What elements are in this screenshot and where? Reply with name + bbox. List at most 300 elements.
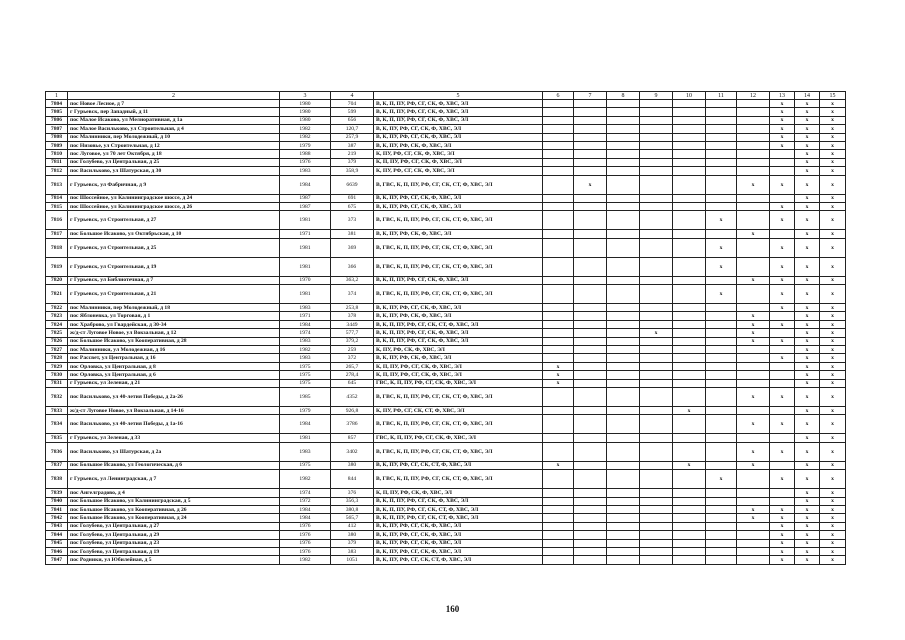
area-cell: 120,7 (331, 125, 374, 133)
mark-cell-col-12: x (737, 461, 770, 469)
column-header: 3 (280, 92, 331, 100)
mark-cell-col-14: x (795, 329, 820, 337)
mark-cell-col-15: x (820, 434, 846, 442)
column-header: 5 (374, 92, 543, 100)
mark-cell-col-15: x (820, 125, 846, 133)
mark-cell-col-10 (673, 505, 706, 513)
mark-cell-col-12 (737, 304, 770, 312)
mark-cell-col-11 (706, 522, 737, 530)
mark-cell-col-6 (543, 100, 574, 108)
table-row (46, 362, 846, 370)
table-row (46, 194, 846, 202)
mark-cell-col-13 (770, 167, 795, 175)
year-cell: 1975 (280, 362, 331, 370)
mark-cell-col-12 (737, 238, 770, 257)
mark-cell-col-10 (673, 434, 706, 442)
mark-cell-col-11 (706, 304, 737, 312)
mark-cell-col-6 (543, 522, 574, 530)
mark-cell-col-8 (607, 304, 640, 312)
mark-cell-col-7 (574, 158, 607, 166)
mark-cell-col-10 (673, 202, 706, 210)
mark-cell-col-11: x (706, 470, 737, 489)
mark-cell-col-14: x (795, 276, 820, 284)
row-number-cell: 7830 (46, 371, 68, 379)
mark-cell-col-15: x (820, 211, 846, 230)
mark-cell-col-10 (673, 211, 706, 230)
systems-cell: В, К, ПУ, РФ, СГ, СК, Ф, ХВС, ЭЛ (374, 133, 543, 141)
mark-cell-col-9 (640, 202, 673, 210)
systems-cell: В, К, П, ПУ, РФ, СГ, СК, Ф, ХВС, ЭЛ (374, 276, 543, 284)
mark-cell-col-12 (737, 362, 770, 370)
address-cell: пос Ангелградово, д 4 (68, 489, 280, 497)
mark-cell-col-12 (737, 257, 770, 276)
mark-cell-col-7 (574, 230, 607, 238)
mark-cell-col-8 (607, 150, 640, 158)
mark-cell-col-14: x (795, 167, 820, 175)
mark-cell-col-6 (543, 175, 574, 194)
column-header: 6 (543, 92, 574, 100)
mark-cell-col-10 (673, 522, 706, 530)
row-number-cell: 7837 (46, 461, 68, 469)
mark-cell-col-13 (770, 489, 795, 497)
mark-cell-col-12: x (737, 442, 770, 461)
table-row (46, 238, 846, 257)
mark-cell-col-15: x (820, 285, 846, 304)
row-number-cell: 7832 (46, 387, 68, 406)
mark-cell-col-11 (706, 442, 737, 461)
mark-cell-col-13: x (770, 387, 795, 406)
mark-cell-col-9 (640, 522, 673, 530)
mark-cell-col-12 (737, 489, 770, 497)
address-cell: г Гурьевск, пер Западный, д 11 (68, 108, 280, 116)
row-number-cell: 7843 (46, 522, 68, 530)
mark-cell-col-14: x (795, 257, 820, 276)
mark-cell-col-10 (673, 442, 706, 461)
mark-cell-col-14: x (795, 346, 820, 354)
row-number-cell: 7815 (46, 202, 68, 210)
mark-cell-col-9 (640, 150, 673, 158)
mark-cell-col-7 (574, 354, 607, 362)
mark-cell-col-6 (543, 489, 574, 497)
systems-cell: К, ПУ, РФ, СК, Ф, ХВС, ЭЛ (374, 346, 543, 354)
area-cell: 383 (331, 547, 374, 555)
mark-cell-col-14: x (795, 175, 820, 194)
mark-cell-col-13 (770, 312, 795, 320)
mark-cell-col-13 (770, 379, 795, 387)
mark-cell-col-6 (543, 387, 574, 406)
mark-cell-col-8 (607, 133, 640, 141)
mark-cell-col-15: x (820, 150, 846, 158)
row-number-cell: 7839 (46, 489, 68, 497)
mark-cell-col-13 (770, 230, 795, 238)
mark-cell-col-8 (607, 175, 640, 194)
column-header: 12 (737, 92, 770, 100)
mark-cell-col-9 (640, 116, 673, 124)
mark-cell-col-12 (737, 547, 770, 555)
mark-cell-col-11: x (706, 285, 737, 304)
address-cell: пос Храброво, ул Гвардейская, д 30-34 (68, 320, 280, 328)
mark-cell-col-14: x (795, 497, 820, 505)
row-number-cell: 7806 (46, 116, 68, 124)
mark-cell-col-12 (737, 434, 770, 442)
year-cell: 1981 (280, 285, 331, 304)
mark-cell-col-7 (574, 531, 607, 539)
mark-cell-col-13: x (770, 337, 795, 345)
mark-cell-col-8 (607, 556, 640, 564)
mark-cell-col-7 (574, 238, 607, 257)
mark-cell-col-8 (607, 125, 640, 133)
address-cell: пос Малое Васильково, ул Строительная, д 4 (68, 125, 280, 133)
mark-cell-col-15: x (820, 116, 846, 124)
year-cell: 1983 (280, 354, 331, 362)
mark-cell-col-13 (770, 194, 795, 202)
mark-cell-col-9 (640, 547, 673, 555)
area-cell: 257,9 (331, 133, 374, 141)
area-cell: 376 (331, 489, 374, 497)
mark-cell-col-12 (737, 470, 770, 489)
row-number-cell: 7829 (46, 362, 68, 370)
mark-cell-col-10 (673, 470, 706, 489)
mark-cell-col-12 (737, 100, 770, 108)
row-number-cell: 7833 (46, 406, 68, 414)
mark-cell-col-6 (543, 556, 574, 564)
mark-cell-col-12 (737, 125, 770, 133)
mark-cell-col-9 (640, 125, 673, 133)
mark-cell-col-15: x (820, 556, 846, 564)
mark-cell-col-6 (543, 230, 574, 238)
systems-cell: В, К, ПУ, РФ, СГ, СК, Ф, ХВС, ЭЛ (374, 194, 543, 202)
mark-cell-col-12 (737, 531, 770, 539)
systems-cell: В, ГВС, К, П, ПУ, РФ, СГ, СК, СТ, Ф, ХВС, ЭЛ (374, 387, 543, 406)
mark-cell-col-11 (706, 150, 737, 158)
mark-cell-col-11 (706, 194, 737, 202)
mark-cell-col-7 (574, 442, 607, 461)
mark-cell-col-13: x (770, 141, 795, 149)
table-row (46, 202, 846, 210)
mark-cell-col-14: x (795, 489, 820, 497)
mark-cell-col-10 (673, 276, 706, 284)
mark-cell-col-15: x (820, 133, 846, 141)
table-row (46, 522, 846, 530)
mark-cell-col-6 (543, 276, 574, 284)
mark-cell-col-8 (607, 194, 640, 202)
mark-cell-col-11 (706, 514, 737, 522)
mark-cell-col-8 (607, 312, 640, 320)
year-cell: 1974 (280, 489, 331, 497)
mark-cell-col-14: x (795, 387, 820, 406)
mark-cell-col-12 (737, 406, 770, 414)
mark-cell-col-6 (543, 312, 574, 320)
mark-cell-col-9 (640, 167, 673, 175)
mark-cell-col-9 (640, 362, 673, 370)
year-cell: 1983 (280, 304, 331, 312)
mark-cell-col-15: x (820, 415, 846, 434)
mark-cell-col-7 (574, 461, 607, 469)
mark-cell-col-6 (543, 150, 574, 158)
registry-table (45, 91, 846, 565)
year-cell: 1983 (280, 337, 331, 345)
mark-cell-col-14: x (795, 470, 820, 489)
row-number-cell: 7813 (46, 175, 68, 194)
mark-cell-col-12 (737, 379, 770, 387)
row-number-cell: 7818 (46, 238, 68, 257)
mark-cell-col-9 (640, 505, 673, 513)
mark-cell-col-13 (770, 406, 795, 414)
table-row (46, 276, 846, 284)
table-row (46, 150, 846, 158)
mark-cell-col-11 (706, 329, 737, 337)
systems-cell: В, ГВС, К, П, ПУ, РФ, СГ, СК, СТ, Ф, ХВС, ЭЛ (374, 175, 543, 194)
mark-cell-col-7 (574, 387, 607, 406)
systems-cell: В, К, ПУ, РФ, СГ, СК, СТ, Ф, ХВС, ЭЛ (374, 556, 543, 564)
mark-cell-col-11: x (706, 238, 737, 257)
mark-cell-col-9 (640, 354, 673, 362)
mark-cell-col-10 (673, 141, 706, 149)
mark-cell-col-8 (607, 522, 640, 530)
mark-cell-col-6 (543, 133, 574, 141)
mark-cell-col-7 (574, 497, 607, 505)
mark-cell-col-9 (640, 312, 673, 320)
row-number-cell: 7821 (46, 285, 68, 304)
mark-cell-col-12 (737, 211, 770, 230)
mark-cell-col-9 (640, 108, 673, 116)
mark-cell-col-15: x (820, 238, 846, 257)
mark-cell-col-14: x (795, 415, 820, 434)
mark-cell-col-7 (574, 125, 607, 133)
mark-cell-col-12: x (737, 387, 770, 406)
mark-cell-col-8 (607, 415, 640, 434)
mark-cell-col-10 (673, 133, 706, 141)
mark-cell-col-7 (574, 150, 607, 158)
mark-cell-col-10 (673, 362, 706, 370)
area-cell: 926,8 (331, 406, 374, 414)
row-number-cell: 7809 (46, 141, 68, 149)
mark-cell-col-8 (607, 547, 640, 555)
mark-cell-col-11 (706, 230, 737, 238)
table-row (46, 108, 846, 116)
mark-cell-col-10 (673, 158, 706, 166)
year-cell: 1971 (280, 312, 331, 320)
mark-cell-col-6: x (543, 362, 574, 370)
mark-cell-col-11 (706, 489, 737, 497)
area-cell: 6639 (331, 175, 374, 194)
mark-cell-col-15: x (820, 362, 846, 370)
address-cell: пос Большое Исаково, ул Кооперативная, д 28 (68, 337, 280, 345)
mark-cell-col-15: x (820, 470, 846, 489)
mark-cell-col-10 (673, 371, 706, 379)
mark-cell-col-15: x (820, 230, 846, 238)
systems-cell: К, П, ПУ, РФ, СГ, СК, Ф, ХВС, ЭЛ (374, 371, 543, 379)
address-cell: пос Шоссейное, ул Калининградское шоссе, д 24 (68, 194, 280, 202)
mark-cell-col-6 (543, 505, 574, 513)
mark-cell-col-12: x (737, 175, 770, 194)
mark-cell-col-11 (706, 337, 737, 345)
mark-cell-col-7: x (574, 175, 607, 194)
area-cell: 358,9 (331, 167, 374, 175)
mark-cell-col-10 (673, 125, 706, 133)
mark-cell-col-7 (574, 514, 607, 522)
mark-cell-col-13: x (770, 304, 795, 312)
mark-cell-col-12 (737, 202, 770, 210)
mark-cell-col-10 (673, 415, 706, 434)
mark-cell-col-13: x (770, 556, 795, 564)
mark-cell-col-10 (673, 556, 706, 564)
year-cell: 1976 (280, 547, 331, 555)
row-number-cell: 7816 (46, 211, 68, 230)
mark-cell-col-11 (706, 116, 737, 124)
mark-cell-col-7 (574, 100, 607, 108)
mark-cell-col-10 (673, 257, 706, 276)
mark-cell-col-7 (574, 547, 607, 555)
address-cell: пос Голубево, ул Центральная, д 19 (68, 547, 280, 555)
row-number-cell: 7827 (46, 346, 68, 354)
row-number-cell: 7810 (46, 150, 68, 158)
area-cell: 844 (331, 470, 374, 489)
mark-cell-col-7 (574, 141, 607, 149)
mark-cell-col-15: x (820, 522, 846, 530)
table-row (46, 547, 846, 555)
mark-cell-col-8 (607, 387, 640, 406)
mark-cell-col-13: x (770, 211, 795, 230)
table-row (46, 434, 846, 442)
mark-cell-col-15: x (820, 489, 846, 497)
mark-cell-col-15: x (820, 387, 846, 406)
mark-cell-col-9 (640, 175, 673, 194)
row-number-cell: 7812 (46, 167, 68, 175)
area-cell: 265,7 (331, 362, 374, 370)
area-cell: 656 (331, 116, 374, 124)
mark-cell-col-12 (737, 497, 770, 505)
mark-cell-col-12 (737, 285, 770, 304)
mark-cell-col-11 (706, 387, 737, 406)
mark-cell-col-14: x (795, 133, 820, 141)
row-number-cell: 7807 (46, 125, 68, 133)
mark-cell-col-11 (706, 141, 737, 149)
address-cell: пос Новое Лесное, д 7 (68, 100, 280, 108)
mark-cell-col-12: x (737, 337, 770, 345)
year-cell: 1982 (280, 133, 331, 141)
mark-cell-col-12 (737, 141, 770, 149)
table-row (46, 346, 846, 354)
mark-cell-col-6 (543, 158, 574, 166)
address-cell: пос Васильково, ул Шатурская, д 2а (68, 442, 280, 461)
mark-cell-col-8 (607, 285, 640, 304)
mark-cell-col-13 (770, 158, 795, 166)
mark-cell-col-12 (737, 108, 770, 116)
mark-cell-col-11: x (706, 257, 737, 276)
mark-cell-col-8 (607, 470, 640, 489)
mark-cell-col-15: x (820, 337, 846, 345)
mark-cell-col-7 (574, 329, 607, 337)
mark-cell-col-15: x (820, 202, 846, 210)
mark-cell-col-11 (706, 379, 737, 387)
row-number-cell: 7823 (46, 312, 68, 320)
systems-cell: В, К, П, ПУ, РФ, СГ, СК, СТ, Ф, ХВС, ЭЛ (374, 505, 543, 513)
mark-cell-col-12: x (737, 514, 770, 522)
mark-cell-col-13 (770, 362, 795, 370)
area-cell: 4352 (331, 387, 374, 406)
header-row (46, 92, 846, 100)
table-row (46, 379, 846, 387)
address-cell: пос Родники, ул Юбилейная, д 5 (68, 556, 280, 564)
mark-cell-col-7 (574, 285, 607, 304)
row-number-cell: 7841 (46, 505, 68, 513)
row-number-cell: 7831 (46, 379, 68, 387)
systems-cell: В, К, ПУ, РФ, СК, Ф, ХВС, ЭЛ (374, 312, 543, 320)
mark-cell-col-14: x (795, 320, 820, 328)
mark-cell-col-6 (543, 285, 574, 304)
mark-cell-col-8 (607, 442, 640, 461)
mark-cell-col-8 (607, 514, 640, 522)
mark-cell-col-11 (706, 434, 737, 442)
mark-cell-col-14: x (795, 108, 820, 116)
mark-cell-col-7 (574, 211, 607, 230)
year-cell: 1982 (280, 470, 331, 489)
mark-cell-col-13: x (770, 522, 795, 530)
mark-cell-col-7 (574, 133, 607, 141)
mark-cell-col-14: x (795, 434, 820, 442)
year-cell: 1975 (280, 461, 331, 469)
area-cell: 1051 (331, 556, 374, 564)
mark-cell-col-12 (737, 116, 770, 124)
table-row (46, 387, 846, 406)
mark-cell-col-15: x (820, 547, 846, 555)
mark-cell-col-7 (574, 304, 607, 312)
year-cell: 1981 (280, 238, 331, 257)
mark-cell-col-6 (543, 141, 574, 149)
mark-cell-col-12: x (737, 230, 770, 238)
mark-cell-col-6 (543, 320, 574, 328)
mark-cell-col-6: x (543, 461, 574, 469)
mark-cell-col-10 (673, 547, 706, 555)
address-cell: пос Орловка, ул Центральная, д 8 (68, 362, 280, 370)
page-number: 160 (445, 604, 460, 614)
mark-cell-col-7 (574, 167, 607, 175)
mark-cell-col-12 (737, 346, 770, 354)
year-cell: 1983 (280, 442, 331, 461)
year-cell: 1976 (280, 522, 331, 530)
mark-cell-col-7 (574, 406, 607, 414)
mark-cell-col-13: x (770, 125, 795, 133)
year-cell: 1976 (280, 158, 331, 166)
mark-cell-col-7 (574, 371, 607, 379)
mark-cell-col-9 (640, 320, 673, 328)
mark-cell-col-11 (706, 100, 737, 108)
year-cell: 1975 (280, 379, 331, 387)
row-number-cell: 7838 (46, 470, 68, 489)
systems-cell: В, К, ПУ, РФ, СК, Ф, ХВС, ЭЛ (374, 230, 543, 238)
mark-cell-col-6 (543, 202, 574, 210)
column-header: 10 (673, 92, 706, 100)
address-cell: пос Голубево, ул Центральная, д 29 (68, 531, 280, 539)
mark-cell-col-9 (640, 470, 673, 489)
mark-cell-col-13 (770, 434, 795, 442)
mark-cell-col-7 (574, 362, 607, 370)
year-cell: 1970 (280, 276, 331, 284)
table-row (46, 175, 846, 194)
mark-cell-col-13: x (770, 202, 795, 210)
row-number-cell: 7847 (46, 556, 68, 564)
mark-cell-col-11 (706, 167, 737, 175)
column-header: 4 (331, 92, 374, 100)
area-cell: 378 (331, 312, 374, 320)
area-cell: 363,2 (331, 276, 374, 284)
table-row (46, 125, 846, 133)
area-cell: 369 (331, 238, 374, 257)
mark-cell-col-9 (640, 337, 673, 345)
mark-cell-col-15: x (820, 442, 846, 461)
mark-cell-col-9 (640, 442, 673, 461)
